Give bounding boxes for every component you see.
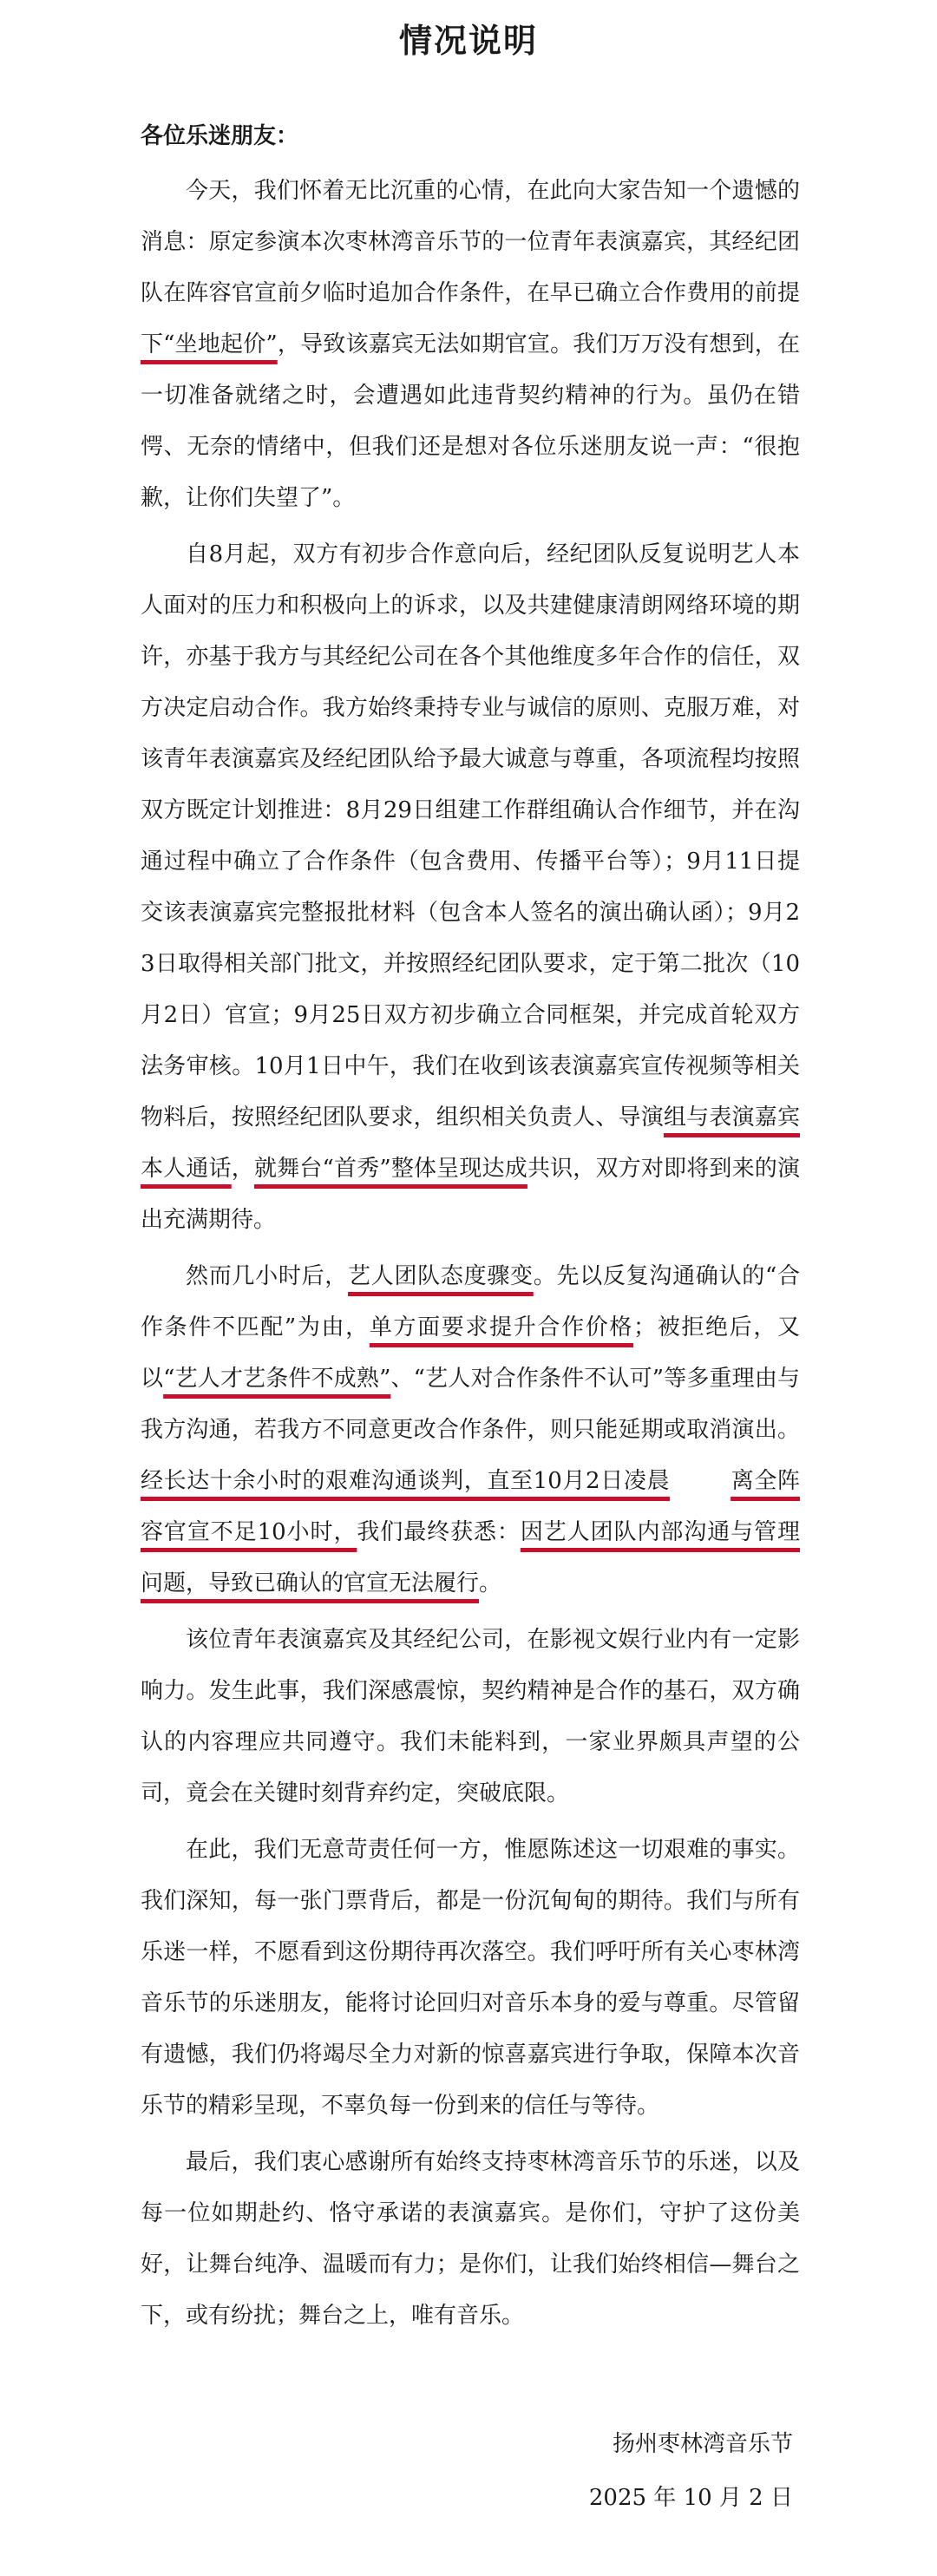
paragraph-3-b: 。先以反复沟通确认的“合作条件不匹配”为由， (141, 1263, 800, 1340)
document-body (141, 111, 800, 2342)
document-title: 情况说明 (398, 22, 538, 60)
salutation: 各位乐迷朋友： (141, 123, 299, 149)
paragraph-1 (141, 166, 800, 524)
paragraph-3-f: 。 (479, 1570, 502, 1596)
underline-announcement-failed: 因艺人团队内部沟通与管理问题，导致已确认的官宣无法履行 (141, 1519, 800, 1596)
paragraph-6: 最后，我们衷心感谢所有始终支持枣林湾音乐节的乐迷，以及每一位如期赴约、恪守承诺的表演嘉宾。是你们，守护了这份美好，让舞台纯净、温暖而有力；是你们，让我们始终相信—舞台之下，或有纷扰；舞台之上，唯有音乐。 (141, 2149, 800, 2329)
paragraph-3-e: 我们最终获悉： (357, 1519, 521, 1545)
underline-talent-immature: “艺人才艺条件不成熟” (163, 1366, 391, 1392)
paragraph-3-d: 、“艺人对合作条件不认可”等多重理由与我方沟通，若我方不同意更改合作条件，则只能延期或取消演出。 (141, 1366, 800, 1443)
paragraph-2-mid: ， (231, 1156, 254, 1182)
paragraph-2-rest: 共识，双方对即将到来的演出充满期待。 (141, 1156, 800, 1233)
paragraph-3-c: ；被拒绝后，又以 (141, 1314, 800, 1392)
underline-raise-price-demand: 单方面要求提升合作价格 (369, 1314, 634, 1340)
signature-block (589, 2417, 793, 2525)
underline-call-with-guest: 组与表演嘉宾本人通话 (141, 1104, 800, 1182)
underline-less-than-10-hours: 离全阵容官宣不足10小时， (141, 1468, 800, 1545)
signature-date: 2025 年 10 月 2 日 (588, 2485, 793, 2511)
paragraph-5: 在此，我们无意苛责任何一方，惟愿陈述这一切艰难的事实。我们深知，每一张门票背后，都是一份沉甸甸的期待。我们与所有乐迷一样，不愿看到这份期待再次落空。我们呼吁所有关心枣林湾音乐节的乐迷朋友，能将讨论回归对音乐本身的爱与尊重。尽管留有遗憾，我们仍将竭尽全力对新的惊喜嘉宾进行争取，保障本次音乐节的精彩呈现，不辜负每一份到来的信任与等待。 (141, 1837, 800, 2119)
paragraph-2-text: 自8月起，双方有初步合作意向后，经纪团队反复说明艺人本人面对的压力和积极向上的诉求，以及共建健康清朗网络环境的期许，亦基于我方与其经纪公司在各个其他维度多年合作的信任，双方决定启动合作。我方始终秉持专业与诚信的原则、克服万难，对该青年表演嘉宾及经纪团队给予最大诚意与尊重，各项流程均按照双方既定计划推进：8月29日组建工作群组确认合作细节，并在沟通过程中确立了合作条件（包含费用、传播平台等）；9月11日提交该表演嘉宾完整报批材料（包含本人签名的演出确认函）；9月23日取得相关部门批文，并按照经纪团队要求，定于第二批次（10月2日）官宣；9月25日双方初步确立合同框架，并完成首轮双方法务审核。10月1日中午，我们在收到该表演嘉宾宣传视频等相关物料后，按照经纪团队要求，组织相关负责人、导演 (141, 541, 800, 1131)
paragraph-1-rest: ，导致该嘉宾无法如期官宣。我们万万没有想到，在一切准备就绪之时，会遭遇如此违背契约精神的行为。虽仍在错愕、无奈的情绪中，但我们还是想对各位乐迷朋友说一声：“很抱歉，让你们失望了”。 (141, 331, 800, 511)
underline-sit-and-raise-price: 下“坐地起价” (141, 331, 278, 357)
underline-attitude-change: 艺人团队态度骤变 (348, 1263, 534, 1289)
signature-org: 扬州枣林湾音乐节 (612, 2431, 793, 2457)
paragraph-3 (141, 1251, 800, 1609)
paragraph-3-a: 然而几小时后， (186, 1263, 349, 1289)
paragraph-4: 该位青年表演嘉宾及其经纪公司，在影视文娱行业内有一定影响力。发生此事，我们深感震惊，契约精神是合作的基石，双方确认的内容理应共同遵守。我们未能料到，一家业界颇具声望的公司，竟会在关键时刻背弃约定，突破底限。 (141, 1627, 800, 1806)
underline-debut-consensus: 就舞台“首秀”整体呈现达成 (253, 1156, 527, 1182)
underline-negotiation: 经长达十余小时的艰难沟通谈判，直至10月2日凌晨 (141, 1468, 671, 1494)
paragraph-1-text: 今天，我们怀着无比沉重的心情，在此向大家告知一个遗憾的消息：原定参演本次枣林湾音乐节的一位青年表演嘉宾，其经纪团队在阵容官宣前夕临时追加合作条件，在早已确立合作费用的前提 (141, 178, 800, 306)
paragraph-2 (141, 529, 800, 1246)
